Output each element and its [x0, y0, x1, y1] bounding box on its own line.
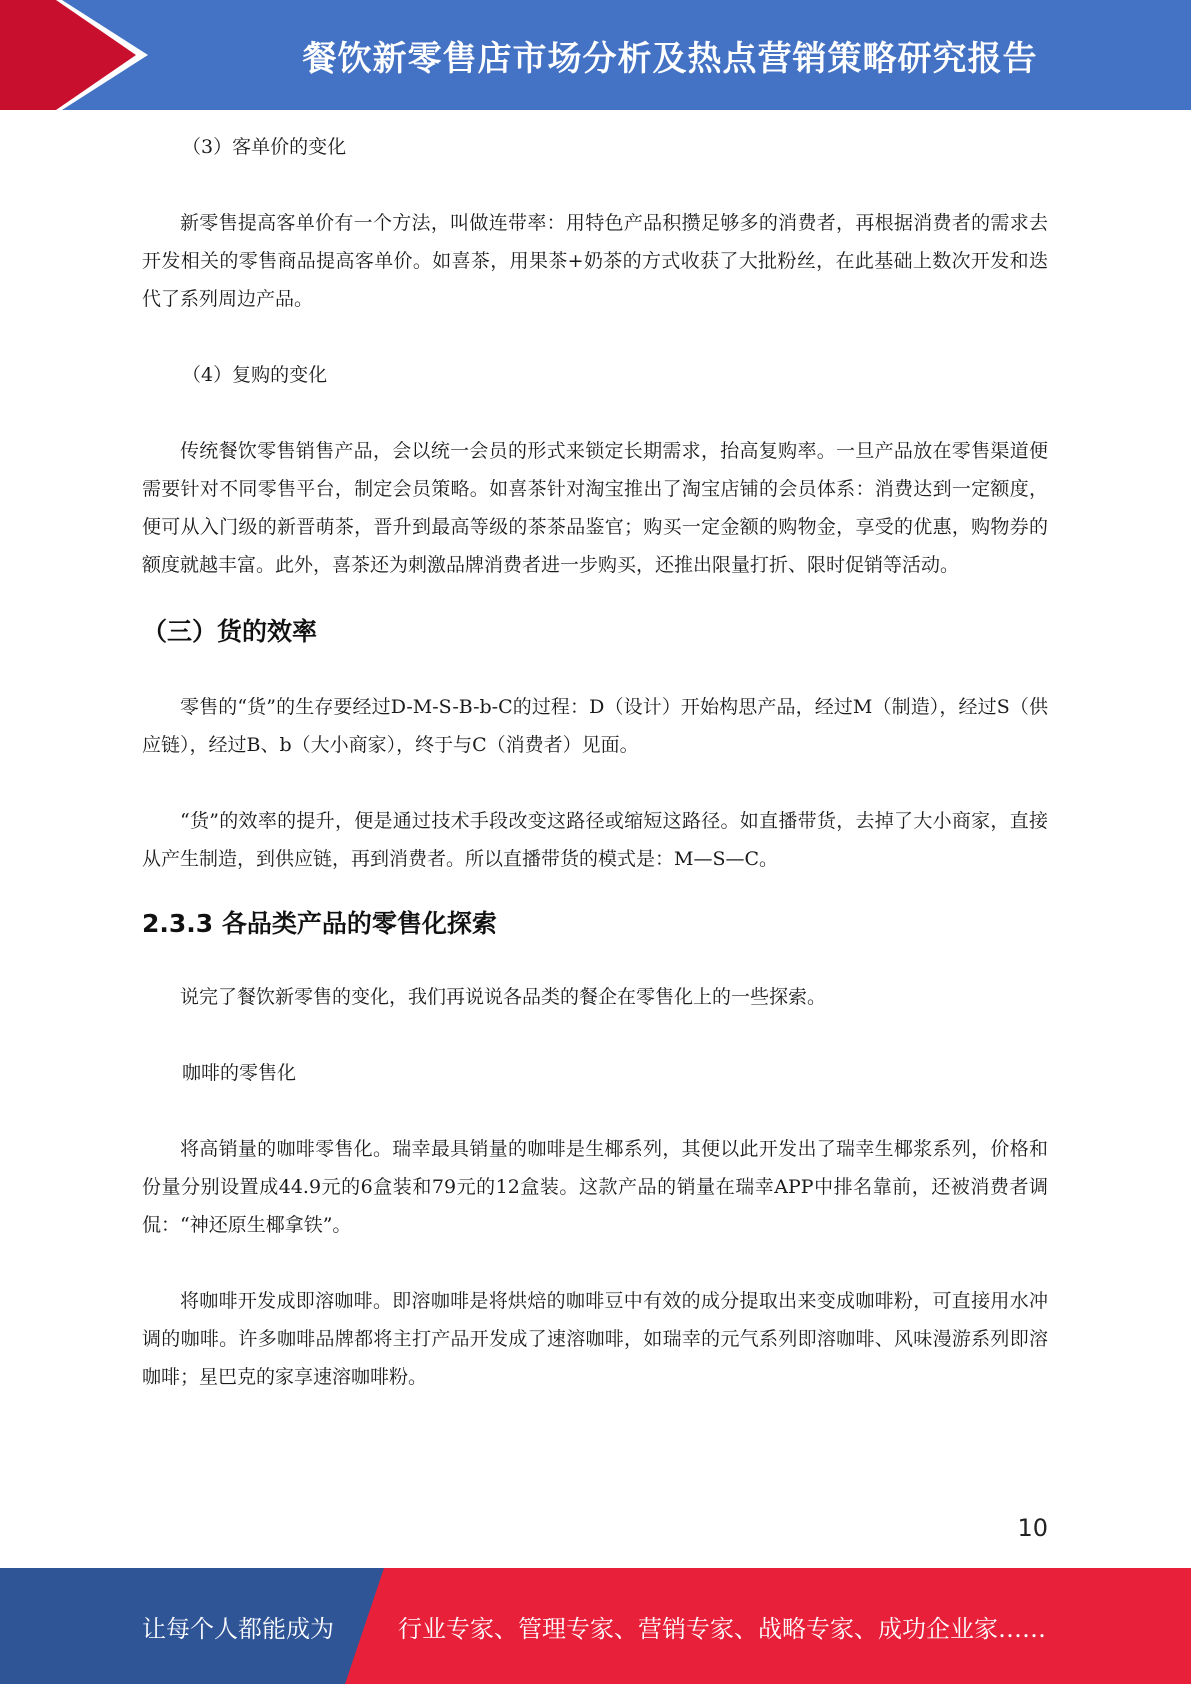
page-number: 10	[1017, 1514, 1048, 1542]
page-header	[0, 0, 1191, 110]
paragraph: “货”的效率的提升，便是通过技术手段改变这路径或缩短这路径。如直播带货，去掉了大小商家，直接从产生制造，到供应链，再到消费者。所以直播带货的模式是：M—S—C。	[142, 810, 1048, 870]
paragraph: 新零售提高客单价有一个方法，叫做连带率：用特色产品积攒足够多的消费者，再根据消费者的需求去开发相关的零售商品提高客单价。如喜茶，用果茶+奶茶的方式收获了大批粉丝，在此基础上数次开发和迭代了系列周边产品。	[142, 212, 1048, 310]
subsection-title: （4）复购的变化	[182, 364, 328, 386]
page-footer	[0, 1568, 1191, 1684]
section-heading: （三）货的效率	[142, 617, 318, 646]
paragraph: 传统餐饮零售销售产品，会以统一会员的形式来锁定长期需求，抬高复购率。一旦产品放在零售渠道便需要针对不同零售平台，制定会员策略。如喜茶针对淘宝推出了淘宝店铺的会员体系：消费达到一定额度，便可从入门级的新晋萌茶，晋升到最高等级的茶茶品鉴官；购买一定金额的购物金，享受的优惠，购物券的额度就越丰富。此外，喜茶还为刺激品牌消费者进一步购买，还推出限量打折、限时促销等活动。	[142, 440, 1048, 576]
paragraph: 说完了餐饮新零售的变化，我们再说说各品类的餐企在零售化上的一些探索。	[180, 986, 827, 1008]
header-title: 餐饮新零售店市场分析及热点营销策略研究报告	[302, 38, 1038, 79]
subsection-title: 咖啡的零售化	[182, 1062, 297, 1084]
document-body	[142, 128, 1048, 1396]
paragraph: 零售的“货”的生存要经过D-M-S-B-b-C的过程：D（设计）开始构思产品，经过M（制造），经过S（供应链），经过B、b（大小商家），终于与C（消费者）见面。	[142, 696, 1048, 756]
paragraph: 将咖啡开发成即溶咖啡。即溶咖啡是将烘焙的咖啡豆中有效的成分提取出来变成咖啡粉，可直接用水冲调的咖啡。许多咖啡品牌都将主打产品开发成了速溶咖啡，如瑞幸的元气系列即溶咖啡、风味漫游系列即溶咖啡；星巴克的家享速溶咖啡粉。	[142, 1290, 1048, 1388]
section-heading: 2.3.3 各品类产品的零售化探索	[142, 909, 497, 938]
footer-slogan-left: 让每个人都能成为	[142, 1614, 334, 1643]
footer-slogan-right: 行业专家、管理专家、营销专家、战略专家、成功企业家……	[398, 1614, 1046, 1643]
paragraph: 将高销量的咖啡零售化。瑞幸最具销量的咖啡是生椰系列，其便以此开发出了瑞幸生椰浆系列，价格和份量分别设置成44.9元的6盒装和79元的12盒装。这款产品的销量在瑞幸APP中排名靠前，还被消费者调侃：“神还原生椰拿铁”。	[142, 1138, 1048, 1236]
header-chevron-decoration	[0, 0, 150, 110]
subsection-title: （3）客单价的变化	[182, 136, 347, 158]
